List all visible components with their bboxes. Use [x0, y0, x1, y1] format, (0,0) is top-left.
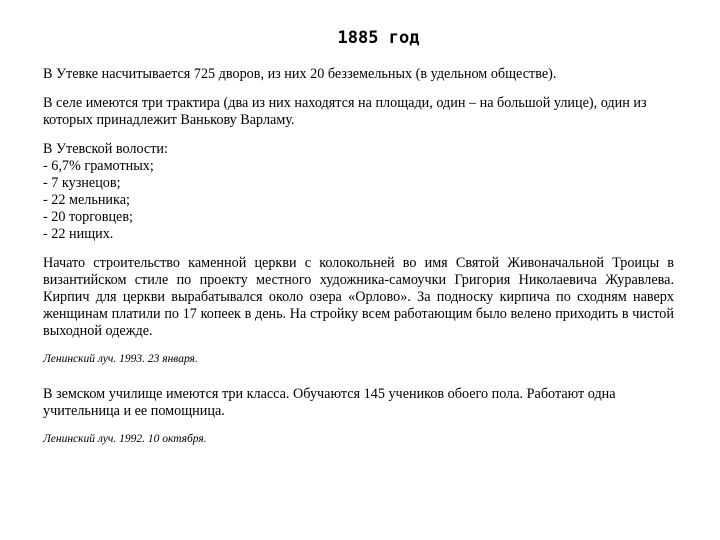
list-item: - 22 нищих. — [43, 226, 114, 242]
paragraph-households: В Утевке насчитывается 725 дворов, из них 20 безземельных (в удельном обществе). — [43, 66, 557, 82]
source-citation-1: Ленинский луч. 1993. 23 января. — [43, 353, 198, 365]
list-item: - 22 мельника; — [43, 192, 130, 208]
paragraph-church: Начато строительство каменной церкви с колокольней во имя Святой Живоначальной Троицы в византийском стиле по проекту местного художника-самоучки Григория Николаевича Журавлева. Кирпич для церкви вырабатывался около озера «Орлово». За подноску кирпича по сходням наверх женщинам платили по 17 копеек в день. На стройку всем работающим было велено приходить в чистой выходной одежде. — [43, 255, 674, 339]
volost-list-header: В Утевской волости: — [43, 141, 168, 157]
paragraph-school: В земском училище имеются три класса. Обучаются 145 учеников обоего пола. Работают одна учительница и ее помощница. — [43, 386, 616, 419]
list-item: - 20 торговцев; — [43, 209, 133, 225]
page-title: 1885 год — [337, 28, 420, 48]
source-citation-2: Ленинский луч. 1992. 10 октября. — [43, 433, 207, 445]
volost-list — [43, 141, 674, 243]
list-item: - 6,7% грамотных; — [43, 158, 154, 174]
paragraph-taverns: В селе имеются три трактира (два из них находятся на площади, один – на большой улице), один из которых принадлежит Ванькову Варламу. — [43, 95, 647, 128]
list-item: - 7 кузнецов; — [43, 175, 121, 191]
